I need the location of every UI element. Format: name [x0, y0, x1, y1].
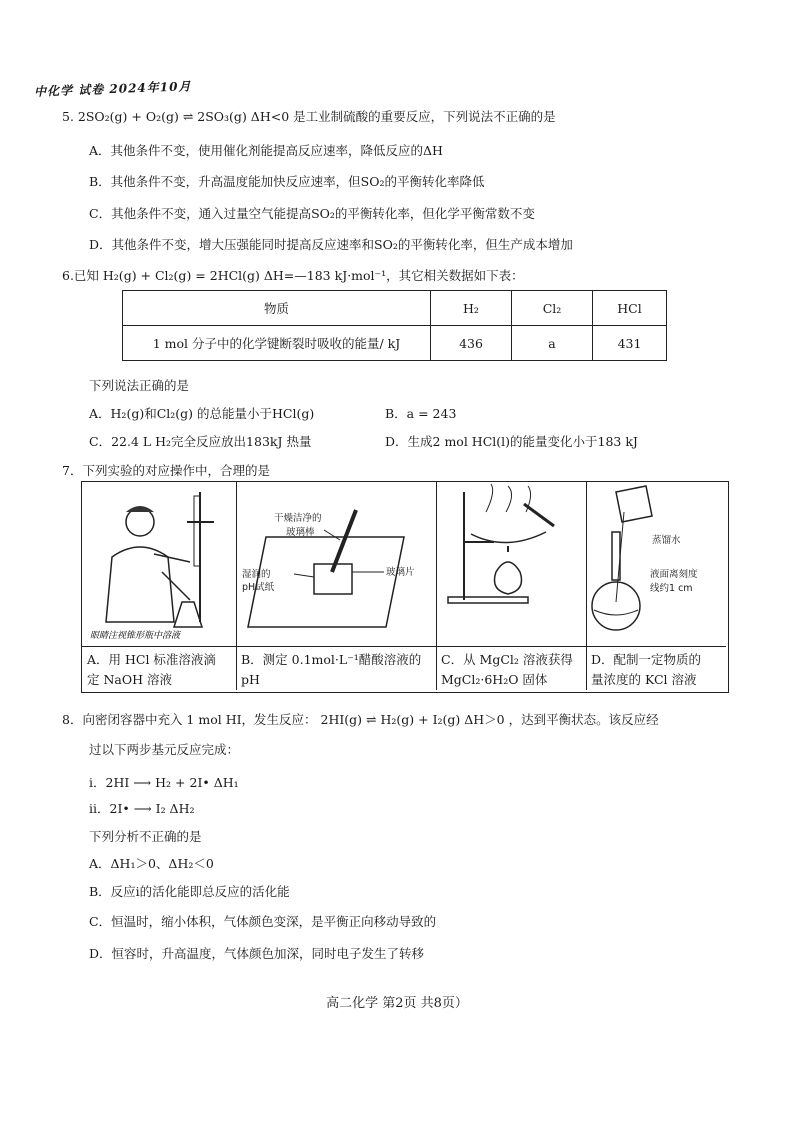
question-6-option-a: A．H₂(g)和Cl₂(g) 的总能量小于HCl(g)	[89, 406, 315, 421]
flask-note-line-1: 液面离刻度	[650, 569, 698, 580]
evaporation-illustration	[436, 482, 586, 647]
caption-line: D．配制一定物质的	[591, 652, 702, 667]
table-header-row	[123, 291, 667, 326]
glass-rod-label-1: 干燥洁净的	[274, 513, 322, 524]
experiment-d-caption	[591, 650, 722, 690]
evaporation-drawing	[436, 482, 586, 646]
caption-line: B．测定 0.1mol·L⁻¹醋酸溶液的	[241, 652, 422, 667]
table-cell: 436	[431, 326, 512, 361]
experiment-c-cell	[436, 482, 587, 690]
ph-paper-label-2: pH试纸	[242, 582, 275, 593]
experiment-b-caption	[241, 650, 432, 690]
experiment-table	[81, 481, 729, 693]
question-5-option-b: B．其他条件不变，升高温度能加快反应速率，但SO₂的平衡转化率降低	[89, 174, 485, 189]
distilled-water-label: 蒸馏水	[652, 535, 681, 546]
caption-line: A．用 HCl 标准溶液滴	[87, 652, 216, 667]
table-row	[123, 326, 667, 361]
table-cell: 1 mol 分子中的化学键断裂时吸收的能量/ kJ	[123, 326, 431, 361]
volumetric-flask-illustration	[586, 482, 726, 647]
question-8-option-c: C．恒温时，缩小体积，气体颜色变深，是平衡正向移动导致的	[89, 914, 437, 929]
table-cell: a	[512, 326, 593, 361]
table-header-cell: 物质	[123, 291, 431, 326]
glass-slide-label: 玻璃片	[386, 567, 415, 578]
question-8-option-b: B．反应i的活化能即总反应的活化能	[89, 884, 290, 899]
experiment-a-caption	[87, 650, 232, 690]
experiment-b-cell	[236, 482, 437, 690]
question-8-option-d: D．恒容时，升高温度，气体颜色加深，同时电子发生了转移	[89, 946, 425, 961]
flask-note-line-2: 线约1 cm	[650, 583, 693, 594]
question-8-stem: 8．向密闭容器中充入 1 mol HI，发生反应： 2HI(g) ⇌ H₂(g) + I₂(g) ΔH＞0 ，达到平衡状态。该反应经	[62, 712, 659, 727]
question-5-option-c: C．其他条件不变，通入过量空气能提高SO₂的平衡转化率，但化学平衡常数不变	[89, 206, 535, 221]
caption-line: MgCl₂·6H₂O 固体	[441, 672, 548, 687]
question-8-step-1: i．2HI ⟶ H₂ + 2I• ΔH₁	[89, 775, 239, 790]
table-header-cell: Cl₂	[512, 291, 593, 326]
caption-line: 定 NaOH 溶液	[87, 672, 172, 687]
question-5-stem: 5. 2SO₂(g) + O₂(g) ⇌ 2SO₃(g) ΔH<0 是工业制硫酸的重要反应，下列说法不正确的是	[62, 109, 556, 124]
glass-rod-label-2: 玻璃棒	[286, 527, 315, 538]
experiment-a-cell	[82, 482, 237, 690]
experiment-c-caption	[441, 650, 582, 690]
titration-drawing	[82, 482, 236, 646]
question-6-prompt: 下列说法正确的是	[89, 378, 190, 393]
titration-label: 眼睛注视锥形瓶中溶液	[90, 631, 181, 641]
table-cell: 431	[593, 326, 667, 361]
caption-line: 量浓度的 KCl 溶液	[591, 672, 697, 687]
table-header-cell: HCl	[593, 291, 667, 326]
experiment-d-cell	[586, 482, 726, 690]
caption-line: pH	[241, 672, 260, 687]
ph-paper-label-1: 湿润的	[242, 569, 271, 580]
question-7-stem: 7．下列实验的对应操作中，合理的是	[62, 463, 270, 478]
caption-line: C．从 MgCl₂ 溶液获得	[441, 652, 573, 667]
question-8-stem-cont: 过以下两步基元反应完成：	[89, 742, 240, 757]
question-8-prompt: 下列分析不正确的是	[89, 829, 202, 844]
question-6-option-d: D．生成2 mol HCl(l)的能量变化小于183 kJ	[385, 434, 638, 449]
page-footer: 高二化学 第2页 共8页）	[326, 996, 468, 1011]
table-header-cell: H₂	[431, 291, 512, 326]
ph-paper-illustration	[236, 482, 436, 647]
question-8-option-a: A．ΔH₁＞0、ΔH₂＜0	[89, 856, 214, 871]
question-5-option-a: A．其他条件不变，使用催化剂能提高反应速率，降低反应的ΔH	[89, 143, 443, 158]
question-6-option-c: C．22.4 L H₂完全反应放出183kJ 热量	[89, 434, 312, 449]
question-8-step-2: ii．2I• ⟶ I₂ ΔH₂	[89, 801, 195, 816]
question-6-stem: 6.已知 H₂(g) + Cl₂(g) = 2HCl(g) ΔH=—183 kJ·mol⁻¹，其它相关数据如下表：	[62, 268, 524, 283]
titration-illustration	[82, 482, 236, 647]
bond-energy-table	[122, 290, 667, 361]
question-5-option-d: D．其他条件不变，增大压强能同时提高反应速率和SO₂的平衡转化率，但生产成本增加	[89, 237, 573, 252]
page-header: 中化学 试卷 2024年10月	[33, 79, 192, 99]
flask-drawing	[586, 482, 726, 646]
question-6-option-b: B．a = 243	[385, 406, 457, 421]
